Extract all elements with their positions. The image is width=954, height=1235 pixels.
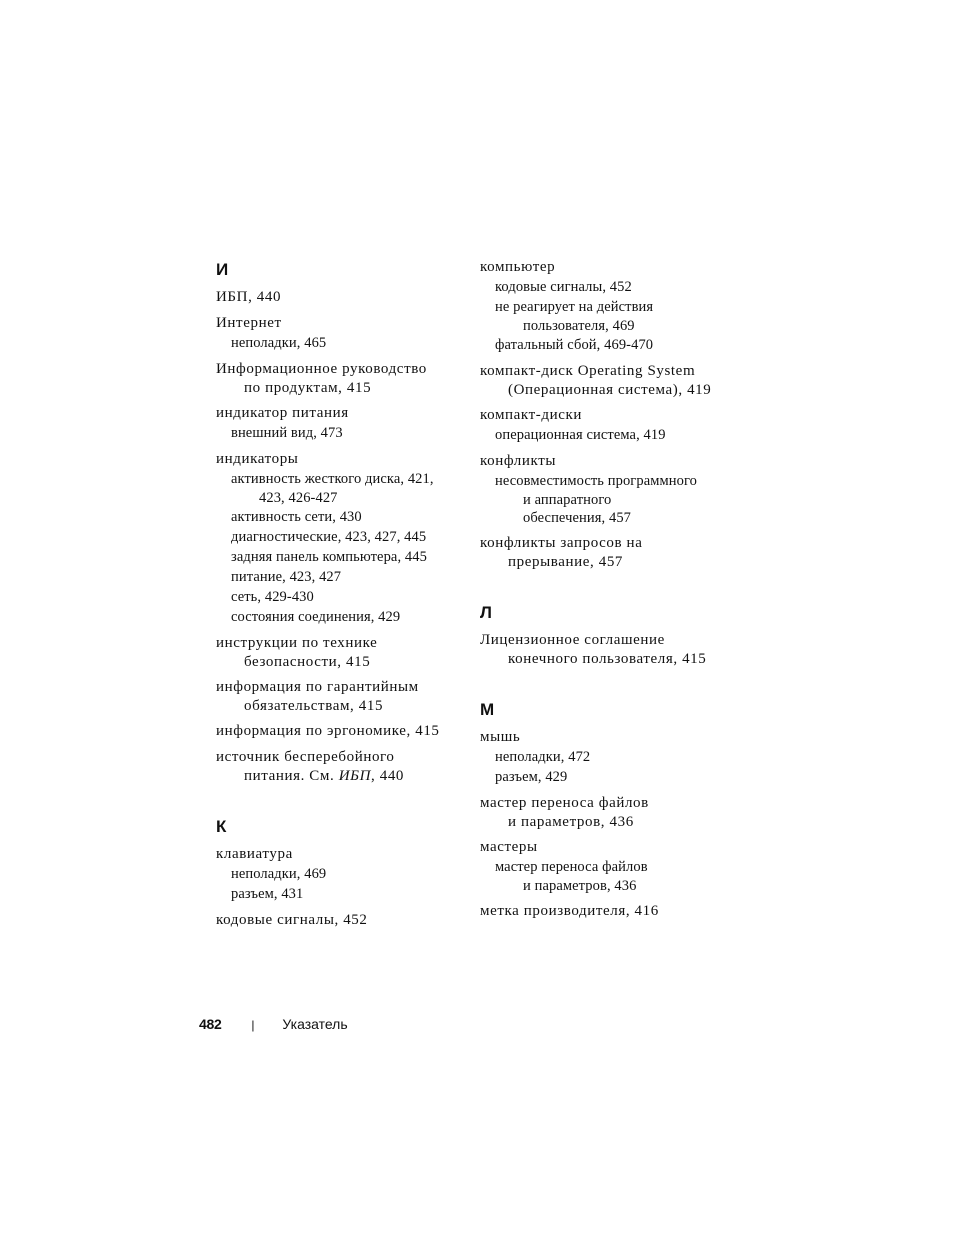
entry-line-1: информация по гарантийным (216, 679, 419, 695)
subentry-text: внешний вид, 473 (231, 425, 343, 441)
page-footer (199, 1014, 348, 1035)
entry-line-2: (Операционная система), 419 (508, 382, 712, 398)
subentry-line-1: активность жесткого диска, 421, (231, 471, 434, 487)
subentry-text: неполадки, 465 (231, 335, 327, 351)
entry-text (216, 360, 466, 397)
subentry-text: разъем, 431 (231, 886, 304, 902)
index-entry-mouse (480, 728, 720, 787)
subentry-text: сеть, 429-430 (231, 589, 314, 605)
page-ref: , 440 (371, 768, 405, 784)
index-column-left (216, 258, 466, 937)
subentry-text: активность сети, 430 (231, 509, 362, 525)
index-entry-conflicts (480, 452, 720, 527)
subentry-line-1: мастер переноса файлов (495, 859, 648, 875)
see-text: питания. См. (244, 768, 339, 784)
index-entry-computer (480, 258, 720, 355)
entry-line-2: по продуктам, 415 (244, 380, 372, 396)
subentry-text (480, 857, 720, 895)
entry-text (480, 534, 720, 571)
entry-line-2: безопасности, 415 (244, 654, 371, 670)
subentry-text (216, 469, 466, 507)
subentry-line-2: и аппаратного (523, 492, 612, 508)
see-reference: ИБП (338, 768, 372, 784)
subentry-text: неполадки, 469 (231, 866, 327, 882)
entry-text: компьютер (480, 259, 556, 275)
entry-line-2: и параметров, 436 (508, 814, 634, 830)
subentry-text: неполадки, 472 (495, 749, 591, 765)
subentry-line-3: обеспечения, 457 (523, 510, 632, 526)
entry-text (216, 634, 466, 671)
entry-text: метка производителя, 416 (480, 903, 659, 919)
entry-line-2: прерывание, 457 (508, 554, 624, 570)
index-entry-indicators (216, 450, 466, 627)
entry-text: мышь (480, 729, 521, 745)
subentry-text: задняя панель компьютера, 445 (231, 549, 427, 565)
index-entry-internet (216, 314, 466, 353)
index-entry-safety (216, 634, 466, 671)
entry-line-1: источник бесперебойного (216, 749, 395, 765)
index-entry-ibp (216, 288, 466, 307)
entry-line-1: Информационное руководство (216, 361, 427, 377)
subentry-line-1: несовместимость программного (495, 473, 698, 489)
entry-line-1: компакт-диск Operating System (480, 363, 696, 379)
entry-line-1: мастер переноса файлов (480, 795, 649, 811)
entry-text (480, 794, 720, 831)
section-letter-i: И (216, 260, 229, 279)
page-number: 482 (199, 1016, 222, 1032)
index-entry-power-indicator (216, 404, 466, 443)
index-entry-service-tag (480, 902, 720, 921)
entry-text: ИБП, 440 (216, 289, 282, 305)
entry-text: Интернет (216, 315, 282, 331)
entry-line-2 (216, 767, 466, 785)
entry-line-1: конфликты запросов на (480, 535, 643, 551)
entry-line-1: Лицензионное соглашение (480, 632, 665, 648)
subentry-text: питание, 423, 427 (231, 569, 342, 585)
entry-line-2: конечного пользователя, 415 (508, 651, 707, 667)
entry-text: индикатор питания (216, 405, 349, 421)
index-column-right (480, 258, 720, 928)
entry-line-2: обязательствам, 415 (244, 698, 384, 714)
index-entry-ups (216, 748, 466, 785)
index-entry-warranty (216, 678, 466, 715)
entry-text (480, 631, 720, 668)
subentry-text: разъем, 429 (495, 769, 568, 785)
subentry-text: состояния соединения, 429 (231, 609, 401, 625)
entry-text: конфликты (480, 453, 557, 469)
footer-section-title: Указатель (282, 1016, 348, 1032)
entry-text: клавиатура (216, 846, 293, 862)
entry-text: компакт-диски (480, 407, 582, 423)
entry-text: информация по эргономике, 415 (216, 723, 440, 739)
entry-text: мастеры (480, 839, 538, 855)
subentry-text: кодовые сигналы, 452 (495, 279, 632, 295)
section-letter-l: Л (480, 603, 492, 622)
subentry-text (480, 471, 720, 527)
index-entry-keyboard (216, 845, 466, 904)
entry-text (480, 362, 720, 399)
index-entry-cds (480, 406, 720, 445)
entry-text: индикаторы (216, 451, 299, 467)
subentry-line-2: пользователя, 469 (523, 318, 635, 334)
subentry-line-2: 423, 426-427 (259, 490, 338, 506)
entry-text: кодовые сигналы, 452 (216, 912, 368, 928)
footer-separator: | (251, 1018, 255, 1032)
index-entry-wizards (480, 838, 720, 895)
index-entry-info-guide (216, 360, 466, 397)
subentry-text (480, 297, 720, 335)
subentry-text: диагностические, 423, 427, 445 (231, 529, 427, 545)
section-letter-k: К (216, 817, 227, 836)
index-entry-eula (480, 631, 720, 668)
index-entry-os-cd (480, 362, 720, 399)
index-entry-irq-conflicts (480, 534, 720, 571)
index-entry-transfer-wizard (480, 794, 720, 831)
entry-line-1: инструкции по технике (216, 635, 378, 651)
subentry-text: операционная система, 419 (495, 427, 666, 443)
entry-text (216, 678, 466, 715)
subentry-line-1: не реагирует на действия (495, 299, 654, 315)
subentry-text: фатальный сбой, 469-470 (495, 337, 654, 353)
section-letter-m: М (480, 700, 495, 719)
subentry-line-2: и параметров, 436 (523, 878, 637, 894)
index-entry-beep-codes (216, 911, 466, 930)
entry-text (216, 748, 466, 785)
index-entry-ergonomics (216, 722, 466, 741)
